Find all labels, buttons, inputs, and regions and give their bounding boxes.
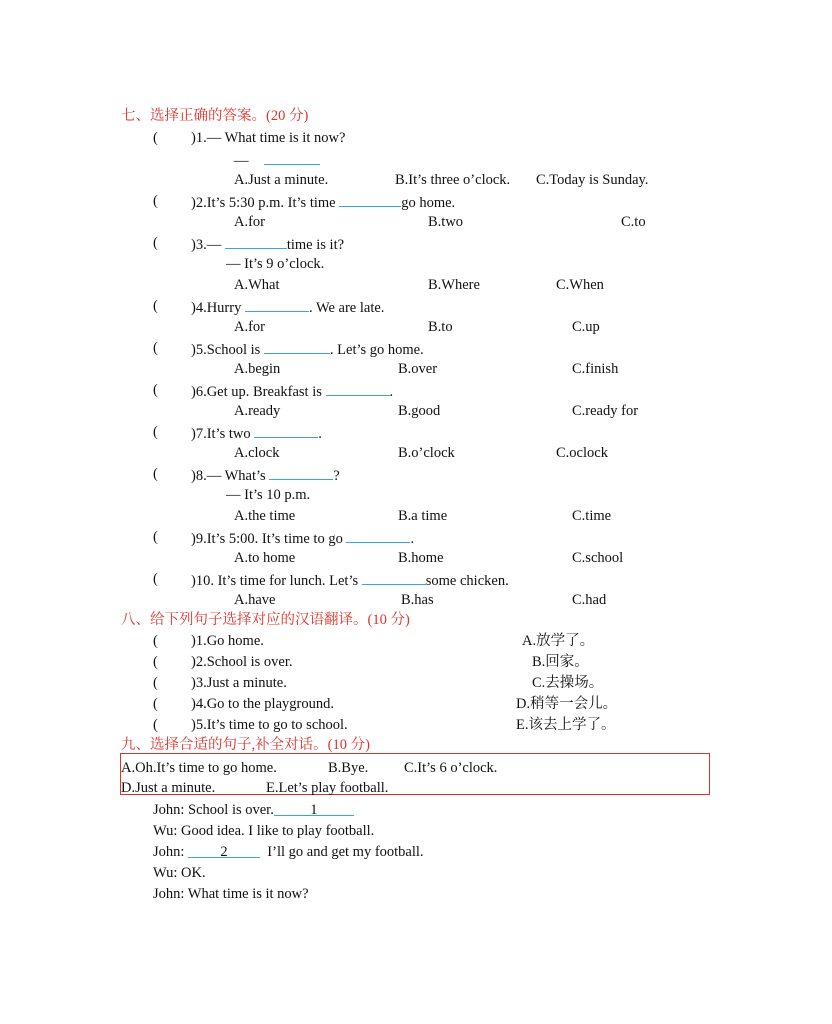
- q9-text: )9.It’s 5:00. It’s time to go .: [191, 528, 414, 548]
- q3-blank[interactable]: [225, 234, 287, 249]
- q4-text: )4.Hurry . We are late.: [191, 297, 384, 317]
- answer-paren: (: [153, 235, 158, 251]
- section-7-header: 七、选择正确的答案。(20 分): [121, 108, 309, 124]
- q4-option-c: C.up: [572, 319, 600, 335]
- section-9-header: 九、选择合适的句子,补全对话。(10 分): [121, 737, 370, 753]
- dialog-blank-2[interactable]: 2: [188, 843, 260, 858]
- q9-option-b: B.home: [398, 550, 444, 566]
- match-item-4: )4.Go to the playground.: [191, 696, 334, 712]
- match-item-2: )2.School is over.: [191, 654, 293, 670]
- q7-blank[interactable]: [254, 423, 318, 438]
- q8-option-b: B.a time: [398, 508, 448, 524]
- q9-option-a: A.to home: [234, 550, 296, 566]
- q4-option-a: A.for: [234, 319, 266, 335]
- box-option-a: A.Oh.It’s time to go home.: [121, 760, 277, 776]
- answer-paren: (: [153, 717, 158, 733]
- q6-option-c: C.ready for: [572, 403, 639, 419]
- q6-option-b: B.good: [398, 403, 441, 419]
- q7-option-a: A.clock: [234, 445, 280, 461]
- dialog-line-4: Wu: OK.: [153, 865, 206, 881]
- answer-paren: (: [153, 298, 158, 314]
- q10-option-b: B.has: [401, 592, 434, 608]
- q2-option-c: C.to: [621, 214, 646, 230]
- box-option-e: E.Let’s play football.: [266, 780, 389, 796]
- q8-option-c: C.time: [572, 508, 612, 524]
- q5-text: )5.School is . Let’s go home.: [191, 339, 424, 359]
- q3-text: )3.— time is it?: [191, 234, 344, 254]
- q2-text: )2.It’s 5:30 p.m. It’s time go home.: [191, 192, 455, 212]
- answer-paren: (: [153, 675, 158, 691]
- section-8-header: 八、给下列句子选择对应的汉语翻译。(10 分): [121, 612, 410, 628]
- answer-paren: (: [153, 571, 158, 587]
- dialog-line-3: John: 2 I’ll go and get my football.: [153, 844, 424, 860]
- q8-reply: — It’s 10 p.m.: [226, 487, 311, 503]
- match-option-c: C.去操场。: [532, 675, 604, 691]
- q8-text: )8.— What’s ?: [191, 465, 340, 485]
- answer-paren: (: [153, 424, 158, 440]
- answer-paren: (: [153, 130, 158, 146]
- answer-paren: (: [153, 382, 158, 398]
- answer-paren: (: [153, 529, 158, 545]
- q7-option-b: B.o’clock: [398, 445, 455, 461]
- q3-reply: — It’s 9 o’clock.: [226, 256, 325, 272]
- q6-option-a: A.ready: [234, 403, 281, 419]
- q2-option-a: A.for: [234, 214, 266, 230]
- q4-blank[interactable]: [245, 297, 309, 312]
- dialog-line-1: John: School is over. 1: [153, 801, 354, 819]
- dialog-blank-1[interactable]: 1: [274, 801, 354, 816]
- q7-text: )7.It’s two .: [191, 423, 322, 443]
- match-option-a: A.放学了。: [522, 633, 595, 649]
- match-option-b: B.回家。: [532, 654, 589, 670]
- q8-option-a: A.the time: [234, 508, 296, 524]
- box-option-b: B.Bye.: [328, 760, 369, 776]
- q5-option-b: B.over: [398, 361, 438, 377]
- q10-option-c: C.had: [572, 592, 607, 608]
- match-option-d: D.稍等一会儿。: [516, 696, 618, 712]
- q10-blank[interactable]: [362, 570, 426, 585]
- answer-paren: (: [153, 696, 158, 712]
- q1-text: )1.— What time is it now?: [191, 130, 346, 146]
- box-option-c: C.It’s 6 o’clock.: [404, 760, 498, 776]
- match-item-5: )5.It’s time to go to school.: [191, 717, 348, 733]
- answer-paren: (: [153, 193, 158, 209]
- q1-option-c: C.Today is Sunday.: [536, 172, 649, 188]
- q5-blank[interactable]: [264, 339, 330, 354]
- q2-blank[interactable]: [339, 192, 401, 207]
- q1-reply: —: [234, 150, 320, 170]
- match-option-e: E.该去上学了。: [516, 717, 616, 733]
- dialog-line-2: Wu: Good idea. I like to play football.: [153, 823, 375, 839]
- dialog-line-5: John: What time is it now?: [153, 886, 309, 902]
- q5-option-c: C.finish: [572, 361, 619, 377]
- answer-paren: (: [153, 654, 158, 670]
- answer-paren: (: [153, 466, 158, 482]
- q3-option-c: C.When: [556, 277, 604, 293]
- q1-blank[interactable]: [264, 150, 320, 165]
- q2-option-b: B.two: [428, 214, 464, 230]
- answer-paren: (: [153, 633, 158, 649]
- q6-text: )6.Get up. Breakfast is .: [191, 381, 393, 401]
- q9-option-c: C.school: [572, 550, 624, 566]
- answer-paren: (: [153, 340, 158, 356]
- match-item-1: )1.Go home.: [191, 633, 264, 649]
- q1-option-a: A.Just a minute.: [234, 172, 329, 188]
- q1-option-b: B.It’s three o’clock.: [395, 172, 511, 188]
- box-option-d: D.Just a minute.: [121, 780, 216, 796]
- q10-text: )10. It’s time for lunch. Let’s some chicken.: [191, 570, 509, 590]
- match-item-3: )3.Just a minute.: [191, 675, 287, 691]
- q3-option-a: A.What: [234, 277, 280, 293]
- q4-option-b: B.to: [428, 319, 453, 335]
- q9-blank[interactable]: [346, 528, 410, 543]
- q10-option-a: A.have: [234, 592, 276, 608]
- q8-blank[interactable]: [269, 465, 333, 480]
- q7-option-c: C.oclock: [556, 445, 608, 461]
- q3-option-b: B.Where: [428, 277, 480, 293]
- q5-option-a: A.begin: [234, 361, 281, 377]
- q6-blank[interactable]: [326, 381, 390, 396]
